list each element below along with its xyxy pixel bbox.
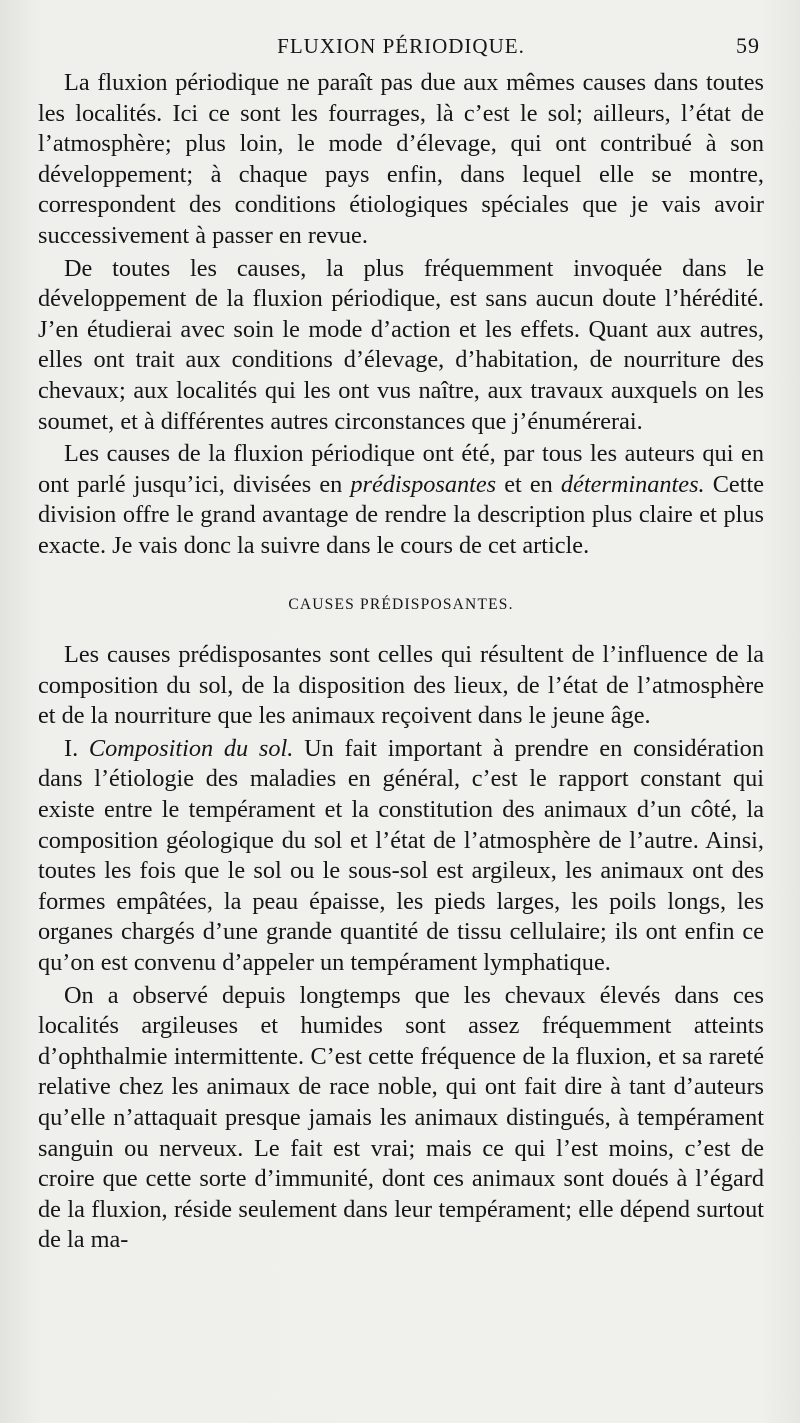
subsection-title: Composition du sol. [88,734,294,762]
paragraph-3-text-c: Cette division offre le grand avantage de rendre la description plus claire et plus exacte. Je vais donc la suivre dans le cours de cet article. [38,470,764,559]
paragraph-5 [38,734,764,979]
paragraph-5-numeral: I. [64,734,89,762]
paragraph-4: Les causes prédisposantes sont celles qui résultent de l’influence de la composition du sol, de la disposition des lieux, de l’état de l’atmosphère et de la nourriture que les animaux reçoivent dans le jeune âge. [38,641,764,730]
running-title: FLUXION PÉRIODIQUE. [277,34,525,58]
paragraph-6: On a observé depuis longtemps que les chevaux élevés dans ces localités argileuses et humides sont assez fréquemment atteints d’ophthalmie intermittente. C’est cette fréquence de la fluxion, et sa rareté relative chez les animaux de race noble, qui ont fait dire à tant d’auteurs qu’elle n’attaquait presque jamais les animaux distingués, à tempérament sanguin ou nerveux. Le fait est vrai; mais ce qui l’est moins, c’est de croire que cette sorte d’immunité, dont ces animaux sont doués à l’égard de la fluxion, réside seulement dans leur tempérament; elle dépend surtout de la ma- [38,981,764,1254]
term-determinantes: déterminantes. [560,470,705,498]
paragraph-3-text-b: et en [496,470,561,498]
paragraph-2: De toutes les causes, la plus fréquemment invoquée dans le développement de la fluxion périodique, est sans aucun doute l’hérédité. J’en étudierai avec soin le mode d’action et les effets. Quant aux autres, elles ont trait aux conditions d’élevage, d’habitation, de nourriture des chevaux; aux localités qui les ont vus naître, aux travaux auxquels on les soumet, et à différentes autres circonstances que j’énumérerai. [38,254,764,435]
paragraph-3-text-a: Les causes de la fluxion périodique ont été, par tous les auteurs qui en ont parlé jusqu’ici, divisées en [38,440,764,498]
section-heading: CAUSES PRÉDISPOSANTES. [288,595,514,613]
page-number: 59 [736,33,760,58]
paragraph-5-text: Un fait important à prendre en considération dans l’étiologie des maladies en général, c’est le rapport constant qui existe entre le tempérament et la constitution des animaux d’un côté, la composition géologique du sol et l’état de l’atmosphère de l’autre. Ainsi, toutes les fois que le sol ou le sous-sol est argileux, les animaux ont des formes empâtées, la peau épaisse, les pieds larges, les poils longs, les organes chargés d’une grande quantité de tissu cellulaire; ils ont enfin ce qu’on est convenu d’appeler un tempérament lymphatique. [38,734,764,977]
paragraph-3 [38,439,764,561]
body-text [38,68,764,1256]
running-head [38,28,764,68]
term-predisposantes: prédisposantes [350,470,497,498]
paragraph-1: La fluxion périodique ne paraît pas due aux mêmes causes dans toutes les localités. Ici ce sont les fourrages, là c’est le sol; ailleurs, l’état de l’atmosphère; plus loin, le mode d’élevage, qui ont contribué à son développement; à chaque pays enfin, dans lequel elle se montre, correspondent des conditions étiologiques spéciales que je vais avoir successivement à passer en revue. [38,69,764,249]
